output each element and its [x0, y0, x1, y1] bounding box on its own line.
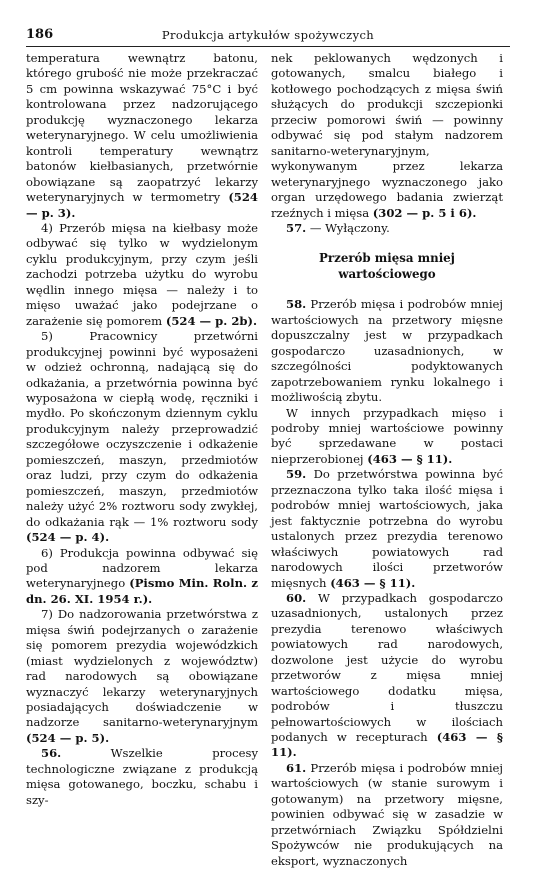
legal-reference: (302 — p. 5 i 6). — [372, 205, 477, 220]
paragraph-text: — Wyłączony. — [306, 220, 390, 235]
paragraph-text: temperatura wewnątrz batonu, którego grubość nie może przekraczać 5 cm powinna wskazywać 75°C i być kontrolowana przez nadzorującego produkcję wyznaczonego lekarza weterynaryjnego. W celu umożliwienia kontroli temperatury wewnątrz batonów kiełbasianych, przetwórnie obowiązane są zaopatrzyć lekarzy weterynaryjnych w termometry — [26, 51, 258, 205]
left-column — [26, 51, 258, 808]
section-number: 57. — [286, 220, 307, 235]
right-column — [271, 51, 503, 869]
paragraph-text: Do przetwórstwa powinna być przeznaczona tylko taka ilość mięsa i podrobów mniej wartościowych, jaka jest faktycznie potrzebna do wyrobu ustalonych przez prezydia terenowo właściwych powiatowych rad narodowych ilości przetworów mięsnych — [271, 467, 503, 590]
paragraph — [26, 329, 258, 545]
legal-reference: (524 — p. 2b). — [165, 313, 258, 328]
page-header — [26, 24, 510, 47]
section-number: 61. — [286, 760, 307, 775]
paragraph-text: Przerób mięsa i podrobów mniej wartościowych (w stanie surowym i gotowanym) na przetwory mięsne, powinien odbywać się w zasadzie w przetwórniach Związku Spółdzielni Spożywców nie produkujących na eksport, wyznaczonych — [271, 760, 503, 868]
paragraph-text: nek peklowanych wędzonych i gotowanych, smalcu białego i kotłowego pochodzących z mięsa świń służących do produkcji szczepionki przeciw pomorowi świń — powinny odbywać się pod stałym nadzorem sanitarno-weterynaryjnym, wykonywanym przez lekarza weterynaryjnego wyznaczonego jako organ urzędowego badania zwierząt rzeźnych i mięsa — [271, 51, 503, 220]
paragraph — [26, 546, 258, 608]
legal-reference: (Pismo Min. Roln. z dn. 26. XI. 1954 r.). — [26, 576, 258, 606]
section-number: 59. — [286, 467, 307, 482]
legal-reference: (463 — § 11). — [367, 451, 453, 466]
paragraph-text: W innych przypadkach mięso i podroby mniej wartościowe powinny być sprzedawane w postaci nieprzerobionej — [271, 405, 503, 466]
paragraph — [271, 467, 503, 591]
paragraph — [271, 406, 503, 468]
paragraph-text: Wszelkie procesy technologiczne związane z produkcją mięsa gotowanego, boczku, schabu i szy- — [26, 746, 258, 807]
section-number: 58. — [286, 297, 307, 312]
paragraph-text: 6) Produkcja powinna odbywać się pod nadzorem lekarza weterynaryjnego — [26, 545, 258, 591]
running-title: Produkcja artykułów spożywczych — [161, 28, 375, 42]
legal-reference: (524 — p. 4). — [26, 530, 110, 545]
paragraph-text: 5) Pracownicy przetwórni produkcyjnej powinni być wyposażeni w odzież ochronną, nadającą się do odkażania, a przetwórnia powinna być wyposażona w ciepłą wodę, ręczniki i mydło. Po skończonym dziennym cyklu produkcyjnym należy przeprowadzić szczegółowe oczyszczenie i odkażenie pomieszczeń, maszyn, przedmiotów oraz ludzi, przy czym do odkażenia pomieszczeń, maszyn, przedmiotów należy użyć 2% roztworu sody zwykłej, do odkażania rąk — 1% roztworu sody — [26, 329, 258, 529]
paragraph-text: 4) Przerób mięsa na kiełbasy może odbywać się tylko w wydzielonym cyklu produkcyjnym, przy czym jeśli zachodzi potrzeba użytku do wyrobu wędlin innego mięsa — należy i to mięso uważać jako podejrzane o zarażenie się pomorem — [26, 220, 258, 328]
section-heading: Przerób mięsa mniej wartościowego — [319, 251, 455, 281]
paragraph — [271, 297, 503, 405]
paragraph — [271, 591, 503, 761]
paragraph — [26, 51, 258, 221]
paragraph-text: 7) Do nadzorowania przetwórstwa z mięsa świń podejrzanych o zarażenie się pomorem prezydia wojewódzkich (miast wydzielonych z województw) rad narodowych są obowiązane wyznaczyć lekarzy weterynaryjnych posiadających doświadczenie w nadzorze sanitarno-weterynaryjnym — [26, 607, 258, 730]
legal-reference: (463 — § 11). — [271, 730, 503, 760]
paragraph — [271, 761, 503, 869]
section-number: 60. — [286, 590, 307, 605]
paragraph-text: W przypadkach gospodarczo uzasadnionych, ustalonych przez prezydia terenowo właściwych powiatowych rad narodowych, dozwolone jest użycie do wyrobu przetworów z mięsa mniej wartościowego dodatku mięsa, podrobów i tłuszczu pełnowartościowych w ilościach podanych w recepturach — [271, 590, 503, 745]
paragraph — [271, 51, 503, 221]
legal-reference: (524 — p. 5). — [26, 730, 110, 745]
page-number: 186 — [26, 27, 54, 42]
paragraph — [26, 221, 258, 329]
paragraph — [26, 746, 258, 808]
paragraph — [26, 607, 258, 746]
paragraph — [271, 221, 503, 236]
paragraph-text: Przerób mięsa i podrobów mniej wartościowych na przetwory mięsne dopuszczalny jest w przypadkach gospodarczo uzasadnionych, w szczególności podyktowanych zapotrzebowaniem rynku lokalnego i możliwością zbytu. — [271, 297, 503, 405]
section-number: 56. — [41, 746, 62, 761]
legal-reference: (463 — § 11). — [330, 575, 416, 590]
legal-reference: (524 — p. 3). — [26, 190, 258, 220]
